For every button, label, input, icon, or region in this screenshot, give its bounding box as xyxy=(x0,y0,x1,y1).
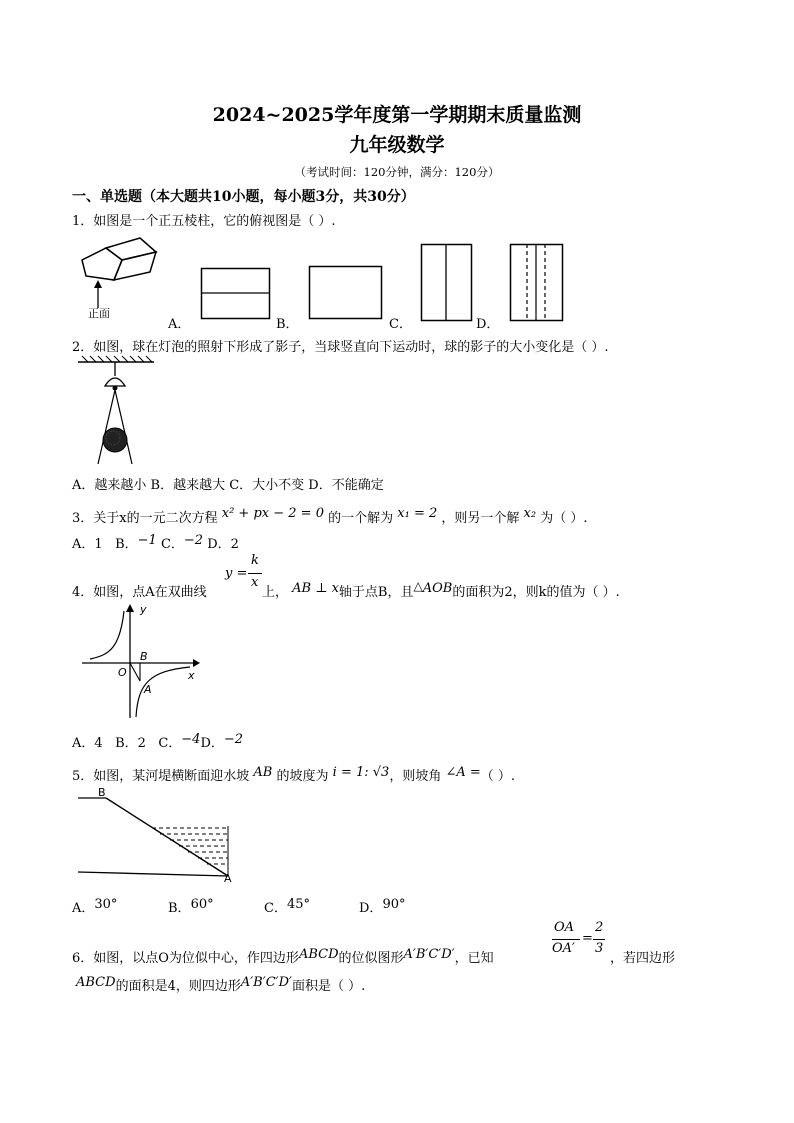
q4-option-c-label: C． xyxy=(158,736,182,751)
q5-angle: ∠A = xyxy=(445,765,481,780)
question-3-line xyxy=(72,507,588,526)
lamp-ball-figure xyxy=(78,356,158,466)
q6-abcd-2: ABCD xyxy=(76,975,116,990)
q3-option-b-value: −1 xyxy=(137,533,157,548)
front-view-label: 正面 xyxy=(88,307,110,320)
q4-option-d-value: −2 xyxy=(223,732,244,747)
q4-func-numerator: k xyxy=(251,553,259,568)
q4-func-lhs: y = xyxy=(225,566,248,581)
q4-func-denominator: x xyxy=(251,575,259,590)
q4-options xyxy=(72,732,243,751)
graph-y-label: y xyxy=(140,603,147,616)
graph-origin-label: O xyxy=(118,666,127,679)
q3-text-c: ，则另一个解 xyxy=(441,511,520,526)
q4-option-a: A．4 xyxy=(72,736,103,751)
question-2-text: 2．如图，球在灯泡的照射下形成了影子，当球竖直向下运动时，球的影子的大小变化是（ ）. xyxy=(72,340,609,355)
q5-option-d-value: 90° xyxy=(382,897,406,912)
q4-triangle-name: AOB xyxy=(422,581,453,596)
graph-x-label: x xyxy=(188,669,195,682)
q6-value-numerator: 2 xyxy=(595,920,604,935)
q5-option-d-label: D． xyxy=(359,901,383,916)
question-4-line xyxy=(72,581,207,600)
q3-option-d: D．2 xyxy=(207,537,239,552)
q5-option-c-value: 45° xyxy=(286,897,310,912)
q5-text-b: 的坡度为 xyxy=(276,769,329,784)
q5-ab: AB xyxy=(253,765,273,780)
riverbank-figure xyxy=(78,786,238,885)
q6-text-a: 6．如图，以点O为位似中心，作四边形 xyxy=(72,951,299,966)
q5-option-c-label: C． xyxy=(264,901,287,916)
q3-options xyxy=(72,533,239,552)
q6-text-b: 的位似图形 xyxy=(338,951,404,966)
q1-option-a-figure xyxy=(201,268,271,320)
q5-option-b-label: B． xyxy=(168,901,191,916)
q6-abcd-prime-2: A′B′C′D′ xyxy=(240,975,292,990)
q1-option-c-figure xyxy=(421,244,473,322)
q6-abcd: ABCD xyxy=(298,947,339,962)
graph-b-label: B xyxy=(140,650,148,663)
q5-text-d: （ ）. xyxy=(480,769,516,784)
q1-option-b-figure xyxy=(309,266,383,320)
q4-text-c: 轴于点B，且 xyxy=(338,585,414,600)
q3-option-c-value: −2 xyxy=(183,533,204,548)
q5-option-a-label: A． xyxy=(72,901,95,916)
q6-abcd-prime: A′B′C′D′ xyxy=(403,947,455,962)
q6-text-e: 的面积是4，则四边形 xyxy=(115,979,241,994)
question-6-line1 xyxy=(72,947,494,966)
exam-info: （考试时间：120分钟，满分：120分） xyxy=(294,165,500,179)
q6-text-c: ，已知 xyxy=(454,951,494,966)
q6-ratio xyxy=(550,920,610,964)
q4-option-b: B．2 xyxy=(115,736,146,751)
q4-text-a: 4．如图，点A在双曲线 xyxy=(72,585,207,600)
question-5-line xyxy=(72,765,515,784)
q4-line-rest xyxy=(262,581,620,600)
q3-option-b-label: B． xyxy=(115,537,138,552)
question-6-line2 xyxy=(76,975,365,994)
q6-value-bar xyxy=(593,939,605,940)
graph-a-label: A xyxy=(144,683,152,696)
q3-x2: x₂ xyxy=(523,506,537,521)
q4-option-c-value: −4 xyxy=(181,732,201,747)
q6-frac-denominator: OA′ xyxy=(552,941,575,956)
q6-text-f: 面积是（ ）. xyxy=(291,979,366,994)
exam-subject: 九年级数学 xyxy=(349,134,445,156)
exam-title: 2024~2025学年度第一学期期末质量监测 xyxy=(212,104,582,126)
q1-option-a-label: A． xyxy=(168,317,191,332)
q6-frac-bar xyxy=(552,939,580,940)
q1-option-d-label: D． xyxy=(476,317,500,332)
q3-text-d: 为（ ）. xyxy=(540,511,588,526)
q6-frac-equals: = xyxy=(582,931,593,946)
q4-frac-bar xyxy=(248,573,262,574)
q4-option-d-label: D． xyxy=(200,736,224,751)
q3-option-a: A．1 xyxy=(72,537,103,552)
q1-option-b-label: B． xyxy=(276,317,299,332)
triangle-icon: △ xyxy=(413,579,423,593)
q5-option-a-value: 30° xyxy=(94,897,118,912)
hyperbola-graph xyxy=(80,603,204,721)
q3-root: x₁ = 2 xyxy=(397,506,438,521)
q5-slope: i = 1: √3 xyxy=(332,765,390,780)
q4-text-d: 的面积为2，则k的值为（ ）. xyxy=(452,585,620,600)
q3-text-b: 的一个解为 xyxy=(328,511,394,526)
q6-value-denominator: 3 xyxy=(595,941,604,956)
q3-text-a: 3．关于x的一元二次方程 xyxy=(72,511,218,526)
q6-line1-rest: ，若四边形 xyxy=(610,951,676,966)
q4-perp: AB ⊥ x xyxy=(292,581,339,596)
riverbank-b-label: B xyxy=(98,786,106,799)
question-1-text: 1．如图是一个正五棱柱，它的俯视图是（ ）. xyxy=(72,214,336,229)
q1-option-c-label: C． xyxy=(389,317,412,332)
q6-frac-numerator: OA xyxy=(554,920,575,935)
riverbank-a-label: A xyxy=(224,872,232,885)
q5-option-b-value: 60° xyxy=(190,897,214,912)
q2-options: A．越来越小 B．越来越大 C．大小不变 D．不能确定 xyxy=(72,478,384,493)
q5-text-a: 5．如图，某河堤横断面迎水坡 xyxy=(72,769,250,784)
q3-equation: x² + px − 2 = 0 xyxy=(221,506,324,521)
q3-option-c-label: C． xyxy=(160,537,184,552)
section-heading: 一、单选题（本大题共10小题，每小题3分，共30分） xyxy=(72,189,415,205)
q1-option-d-figure xyxy=(510,244,564,322)
q4-text-b: 上， xyxy=(262,585,289,600)
q5-text-c: ，则坡角 xyxy=(389,769,442,784)
